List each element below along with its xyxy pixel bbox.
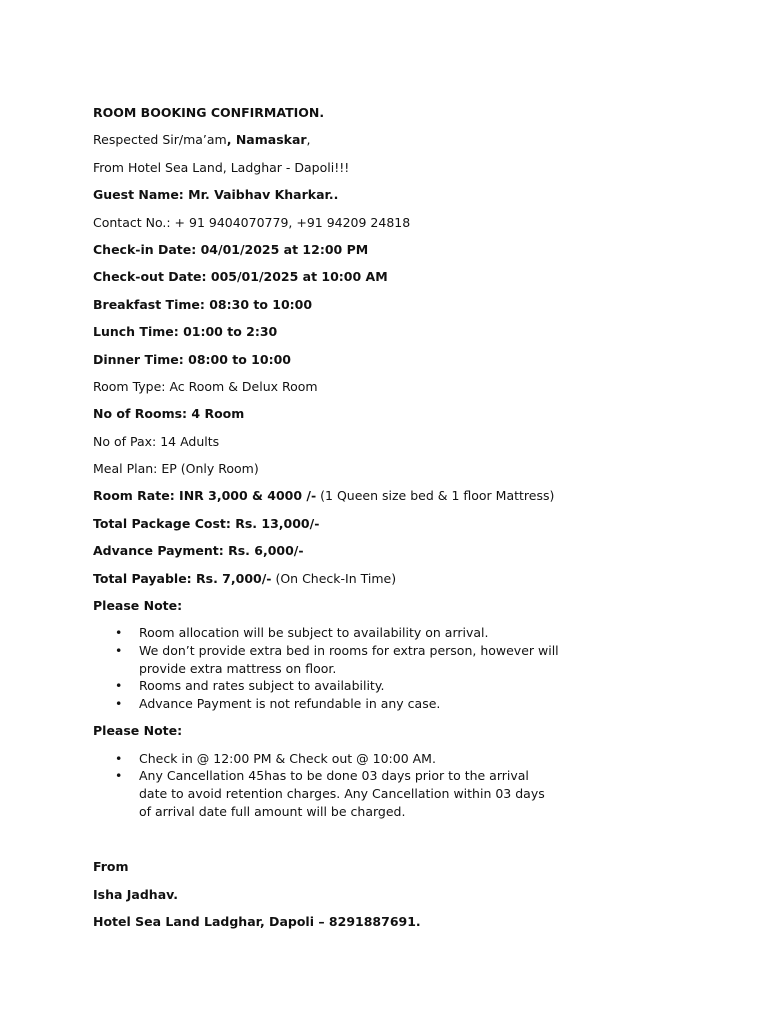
- note-heading-2: Please Note:: [93, 723, 183, 739]
- list-item: • Check in @ 12:00 PM & Check out @ 10:00 AM.: [93, 750, 559, 768]
- list-item: • We don’t provide extra bed in rooms for extra person, however will provide extra mattress on floor.: [93, 642, 559, 677]
- greeting-prefix: Respected Sir/ma’am: [93, 132, 227, 148]
- total-package-cost: Total Package Cost: Rs. 13,000/-: [93, 515, 320, 531]
- from-label: From: [93, 859, 129, 875]
- total-payable: Total Payable: Rs. 7,000/-: [93, 570, 272, 586]
- greeting-line: [93, 131, 693, 158]
- total-payable-line: [93, 570, 693, 597]
- from-hotel-line: From Hotel Sea Land, Ladghar - Dapoli!!!: [93, 159, 350, 175]
- lunch-time: Lunch Time: 01:00 to 2:30: [93, 324, 278, 340]
- document-title: ROOM BOOKING CONFIRMATION.: [93, 105, 325, 120]
- notes-list-1: [93, 624, 693, 712]
- check-out-date: Check-out Date: 005/01/2025 at 10:00 AM: [93, 269, 388, 285]
- notes-list-2: [93, 750, 693, 820]
- check-in-date: Check-in Date: 04/01/2025 at 12:00 PM: [93, 241, 369, 257]
- breakfast-time: Breakfast Time: 08:30 to 10:00: [93, 296, 313, 312]
- greeting-suffix: ,: [306, 132, 311, 148]
- contact-numbers: Contact No.: + 91 9404070779, +91 94209 24818: [93, 214, 411, 230]
- list-item: • Advance Payment is not refundable in any case.: [93, 695, 559, 713]
- advance-payment: Advance Payment: Rs. 6,000/-: [93, 543, 304, 559]
- list-item: • Any Cancellation 45has to be done 03 days prior to the arrival date to avoid retention charges. Any Cancellation within 03 days of arrival date full amount will be charged.: [93, 767, 559, 820]
- guest-name: Guest Name: Mr. Vaibhav Kharkar..: [93, 187, 339, 203]
- sender-name: Isha Jadhav.: [93, 886, 179, 902]
- room-rate-note: (1 Queen size bed & 1 floor Mattress): [316, 488, 555, 504]
- list-item: • Rooms and rates subject to availability.: [93, 677, 559, 695]
- note-heading-1: Please Note:: [93, 598, 183, 614]
- document-page: [93, 104, 693, 940]
- no-of-rooms: No of Rooms: 4 Room: [93, 406, 245, 422]
- room-type: Room Type: Ac Room & Delux Room: [93, 378, 318, 394]
- room-rate: Room Rate: INR 3,000 & 4000 /-: [93, 488, 317, 504]
- dinner-time: Dinner Time: 08:00 to 10:00: [93, 351, 291, 367]
- total-payable-note: (On Check-In Time): [271, 570, 397, 586]
- sender-hotel: Hotel Sea Land Ladghar, Dapoli – 8291887691.: [93, 913, 421, 929]
- no-of-pax: No of Pax: 14 Adults: [93, 433, 220, 449]
- spacer: [93, 830, 693, 858]
- greeting-namaskar: , Namaskar: [226, 132, 307, 148]
- list-item: • Room allocation will be subject to availability on arrival.: [93, 624, 559, 642]
- meal-plan: Meal Plan: EP (Only Room): [93, 461, 259, 477]
- room-rate-line: [93, 487, 693, 514]
